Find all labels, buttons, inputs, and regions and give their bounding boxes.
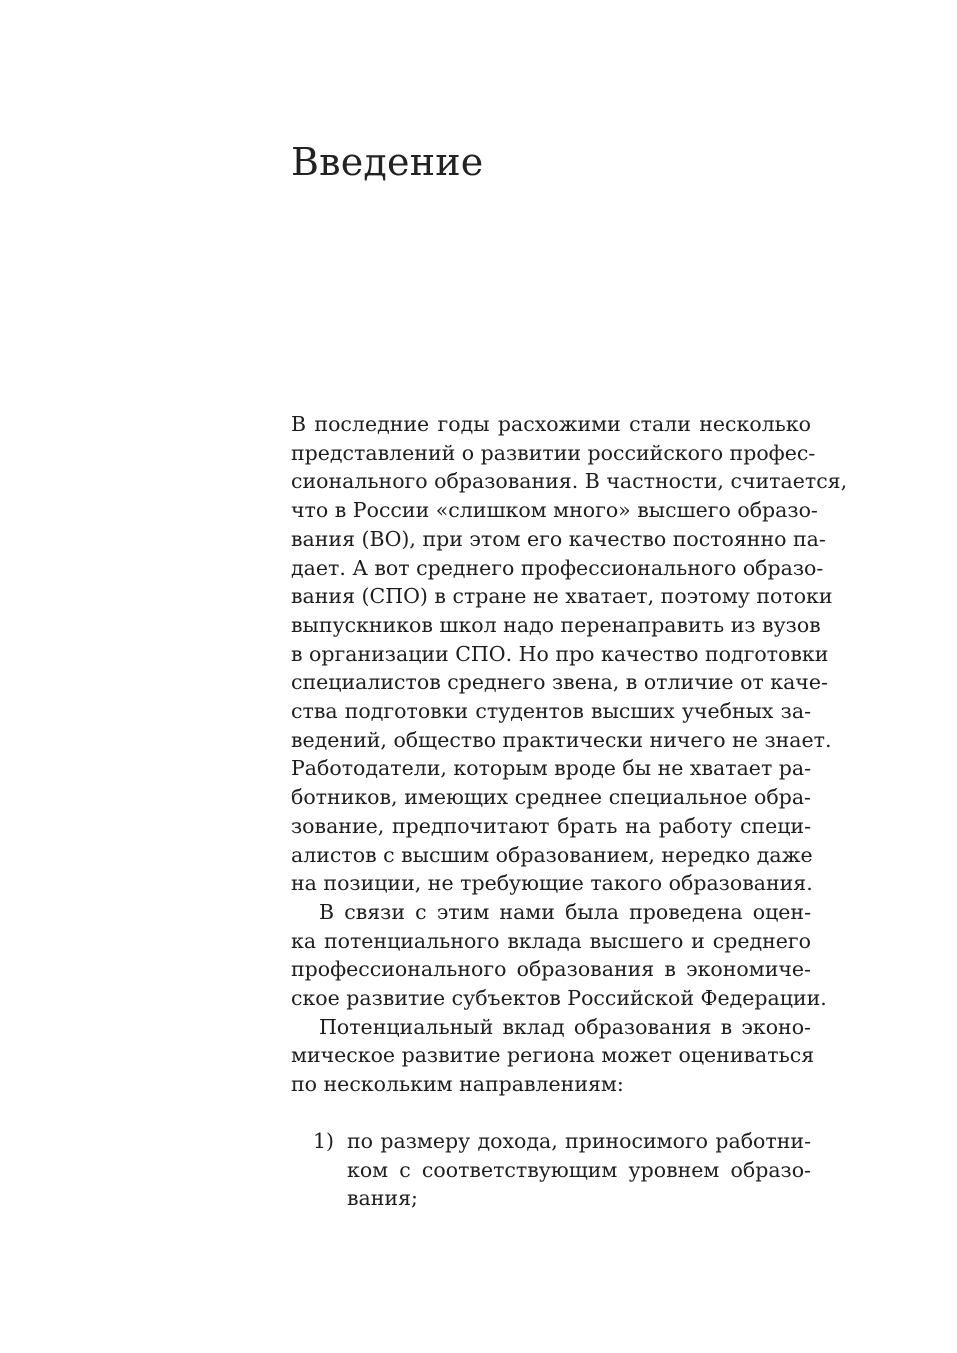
paragraph [291, 1013, 815, 1099]
text-line: выпускников школ надо перенаправить из вузов [291, 612, 821, 637]
text-line: ское развитие субъектов Российской Федерации. [291, 986, 827, 1011]
paragraph [291, 410, 848, 898]
text-line: представлений о развитии российского профес- [291, 440, 816, 465]
text-line: по нескольким направлениям: [291, 1072, 624, 1097]
list-item [291, 1127, 811, 1213]
text-line: что в России «слишком много» высшего образо- [291, 498, 818, 523]
text-line: В связи с этим нами была проведена оцен- [319, 899, 811, 924]
text-line: профессионального образования в экономиче- [291, 957, 811, 982]
text-line: мическое развитие региона может оцениваться [291, 1043, 815, 1068]
text-line: В последние годы расхожими стали несколько [291, 412, 811, 436]
text-line: специалистов среднего звена, в отличие от каче- [291, 670, 828, 695]
list-marker: 1) [313, 1128, 335, 1153]
body-text [291, 410, 848, 1213]
text-line: ка потенциального вклада высшего и среднего [291, 928, 811, 953]
text-line: ства подготовки студентов высших учебных за- [291, 699, 811, 724]
text-line: ботников, имеющих среднее специальное обра- [291, 785, 811, 810]
text-line: алистов с высшим образованием, нередко даже [291, 842, 813, 867]
text-line: ком с соответствующим уровнем образо- [347, 1157, 811, 1182]
text-line: Потенциальный вклад образования в эконо- [319, 1014, 811, 1039]
text-line: зование, предпочитают брать на работу специ- [291, 813, 811, 838]
text-line: вания; [347, 1186, 418, 1211]
paragraph [291, 898, 827, 1013]
text-line: по размеру дохода, приносимого работни- [347, 1128, 811, 1153]
text-line: на позиции, не требующие такого образования. [291, 871, 813, 896]
text-line: вания (ВО), при этом его качество постоянно па- [291, 526, 826, 551]
text-line: в организации СПО. Но про качество подготовки [291, 641, 829, 666]
text-line: ведений, общество практически ничего не знает. [291, 727, 832, 752]
text-line: сионального образования. В частности, считается, [291, 469, 848, 494]
chapter-title: Введение [291, 140, 484, 184]
numbered-list [291, 1127, 811, 1213]
text-line: вания (СПО) в стране не хватает, поэтому потоки [291, 584, 833, 609]
text-line: Работодатели, которым вроде бы не хватает ра- [291, 756, 812, 781]
text-line: дает. А вот среднего профессионального образо- [291, 555, 824, 580]
